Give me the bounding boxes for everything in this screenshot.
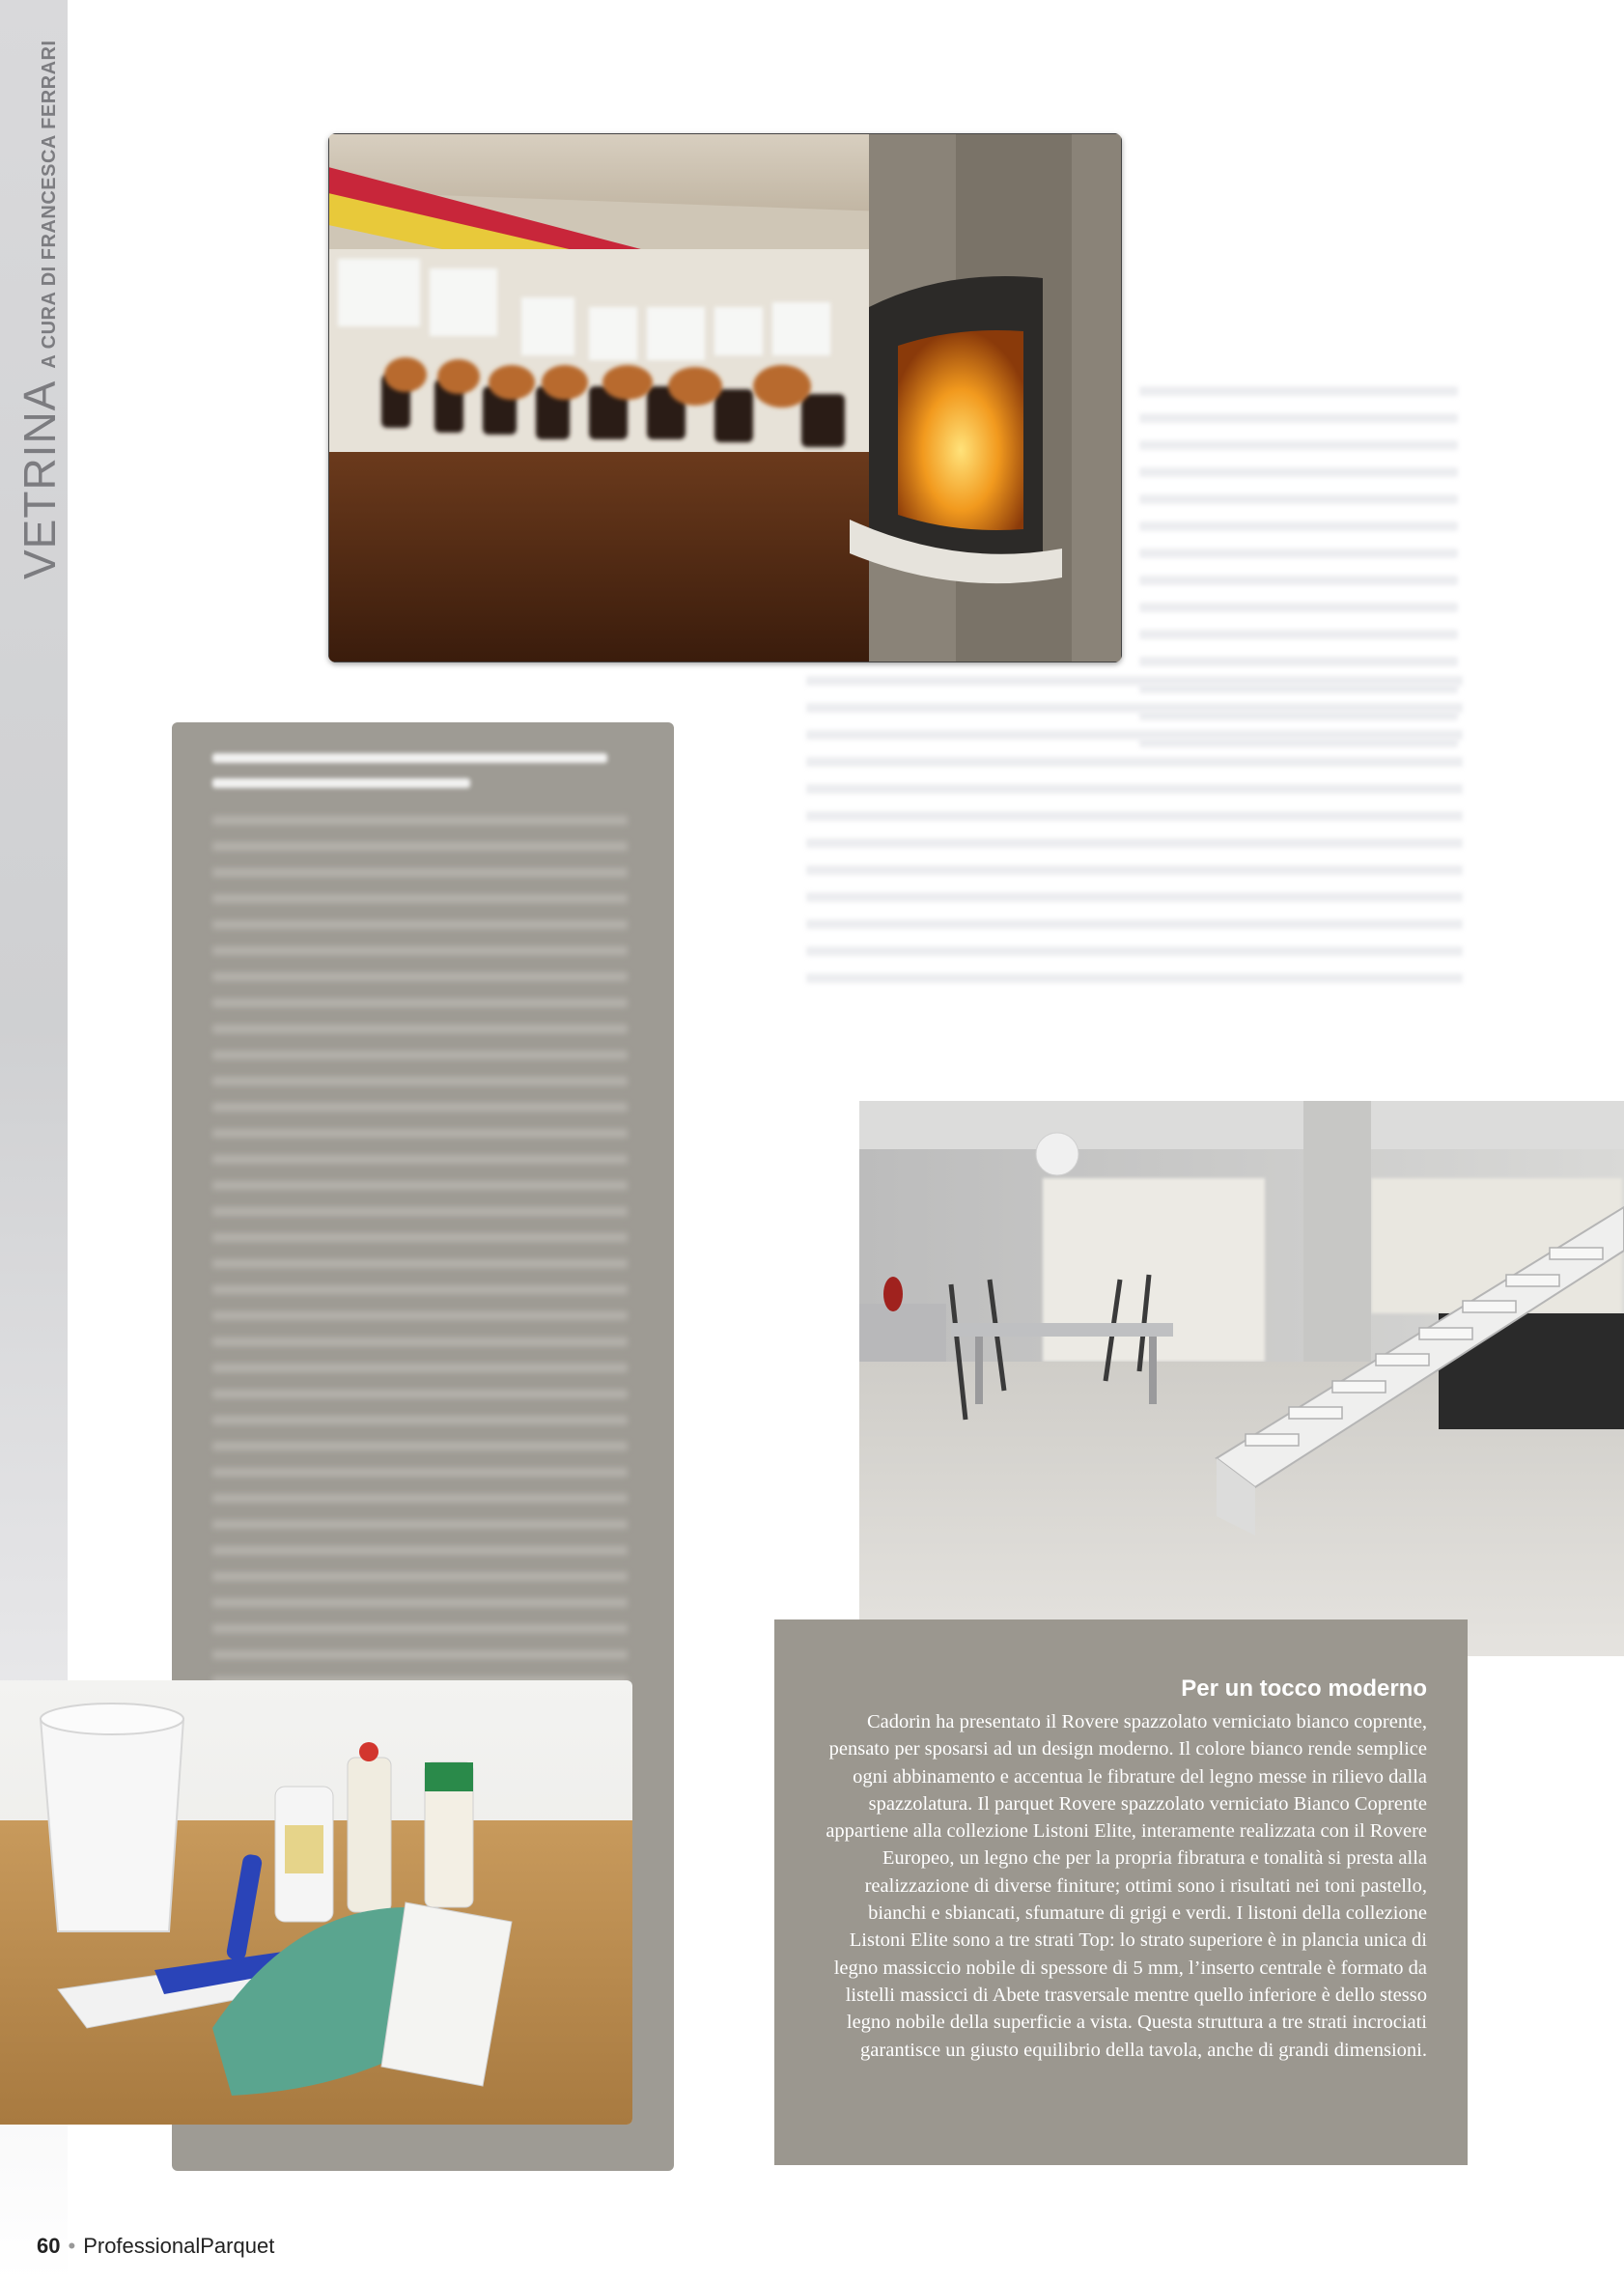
- feature-text-box: [774, 1619, 1468, 2165]
- staircase-room-photo: [859, 1101, 1624, 1656]
- section-title: VETRINA: [14, 380, 65, 579]
- faded-column-wide: [806, 676, 1463, 1000]
- section-byline: A CURA DI FRANCESCA FERRARI: [39, 40, 60, 369]
- section-label: [14, 40, 66, 579]
- fireplace-room-photo: [328, 133, 1122, 662]
- page-number: 60: [37, 2234, 61, 2258]
- page-footer: [37, 2234, 274, 2259]
- footer-separator: •: [68, 2234, 76, 2258]
- magazine-name: ProfessionalParquet: [83, 2234, 275, 2258]
- feature-body: Cadorin ha presentato il Rovere spazzolato verniciato bianco coprente, pensato per sposarsi ad un design moderno. Il colore bianco rende semplice ogni abbinamento e accentua le fibrature del legno messe in rilievo dalla spazzolatura. Il parquet Rovere spazzolato verniciato Bianco Coprente appartiene alla collezione Listoni Elite, interamente realizzata con il Rovere Europeo, un legno che per la propria fibratura e tonalità si presta alla realizzazione di diverse finiture; ottimi sono i risultati nei toni pastello, bianchi e sbiancati, sfumature di grigi e verdi. I listoni della collezione Listoni Elite sono a tre strati Top: lo strato superiore è in plancia unica di legno massiccio nobile di spessore di 5 mm, l’inserto centrale è formato da listelli massicci di Abete trasversale mentre quello inferiore è dello stesso legno nobile della superficie a vista. Questa struttura a tre strati incrociati garantisce un giusto equilibrio della tavola, anche di grandi dimensioni.: [826, 1711, 1427, 2061]
- left-panel-faded-heading: [212, 753, 628, 803]
- feature-heading: Per un tocco moderno: [1181, 1676, 1427, 1702]
- cleaning-kit-photo: [0, 1680, 632, 2125]
